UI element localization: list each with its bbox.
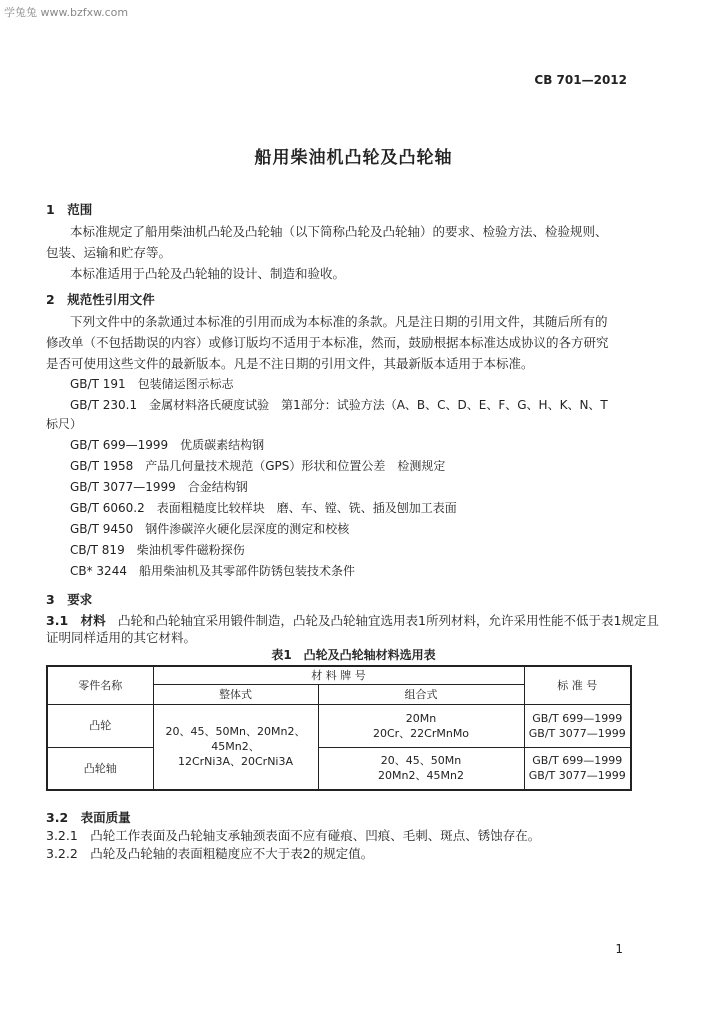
table-cell-integral-materials [153, 704, 318, 790]
section-3-heading: 3 要求 [46, 592, 93, 607]
table-cell-combined [318, 704, 524, 747]
header-standard-number: 标 准 号 [524, 666, 631, 704]
header-integral: 整体式 [153, 684, 318, 704]
section-3-1-paragraph: 证明同样适用的其它材料。 [46, 630, 197, 645]
table-cell-combined [318, 747, 524, 790]
standard-line: GB/T 3077—1999 [528, 726, 626, 740]
combined-line: 20、45、50Mn [380, 754, 462, 768]
reference-item: GB/T 230.1 金属材料洛氏硬度试验 第1部分：试验方法（A、B、C、D、E、F、G、H、K、N、T [70, 398, 608, 412]
section-2-paragraph: 修改单（不包括勘误的内容）或修订版均不适用于本标准，然而，鼓励根据本标准达成协议的各方研究 [46, 335, 609, 350]
section-3-1-heading: 3.1 材料 [46, 613, 106, 628]
header-combined: 组合式 [318, 684, 524, 704]
reference-item: GB/T 191 包装储运图示标志 [70, 377, 234, 391]
section-2-heading: 2 规范性引用文件 [46, 292, 155, 307]
reference-item: GB/T 9450 钢件渗碳淬火硬化层深度的测定和校核 [70, 522, 350, 536]
reference-item: CB/T 819 柴油机零件磁粉探伤 [70, 543, 245, 557]
section-1-paragraph: 本标准适用于凸轮及凸轮轴的设计、制造和验收。 [70, 266, 346, 281]
table-cell-part: 凸轮轴 [47, 747, 153, 790]
standard-line: GB/T 699—1999 [532, 711, 623, 725]
header-material-grade: 材 料 牌 号 [153, 666, 524, 684]
integral-line: 20、45、50Mn、20Mn2、45Mn2、 [165, 725, 306, 754]
standard-line: GB/T 699—1999 [532, 754, 623, 768]
table-cell-standard [524, 704, 631, 747]
standard-number: CB 701—2012 [534, 73, 627, 87]
section-3-2-1-text: 3.2.1 凸轮工作表面及凸轮轴支承轴颈表面不应有碰痕、凹痕、毛刺、斑点、锈蚀存在。 [46, 828, 541, 843]
combined-line: 20Cr、22CrMnMo [372, 726, 470, 740]
table-cell-part: 凸轮 [47, 704, 153, 747]
section-1-heading: 1 范围 [46, 202, 93, 217]
combined-line: 20Mn [405, 711, 437, 725]
section-3-2-2-text: 3.2.2 凸轮及凸轮轴的表面粗糙度应不大于表2的规定值。 [46, 846, 374, 861]
section-3-2-heading: 3.2 表面质量 [46, 810, 131, 825]
section-1-paragraph: 包装、运输和贮存等。 [46, 245, 172, 260]
page-number: 1 [615, 942, 623, 956]
section-1-paragraph: 本标准规定了船用柴油机凸轮及凸轮轴（以下简称凸轮及凸轮轴）的要求、检验方法、检验规则、 [70, 224, 608, 239]
watermark: 学兔兔 www.bzfxw.com [4, 6, 129, 19]
document-title: 船用柴油机凸轮及凸轮轴 [254, 148, 453, 168]
reference-item: CB* 3244 船用柴油机及其零部件防锈包装技术条件 [70, 564, 355, 578]
materials-table [46, 665, 632, 791]
section-2-paragraph: 下列文件中的条款通过本标准的引用而成为本标准的条款。凡是注日期的引用文件，其随后所有的 [70, 314, 608, 329]
reference-item: GB/T 6060.2 表面粗糙度比较样块 磨、车、镗、铣、插及刨加工表面 [70, 501, 457, 515]
reference-item: GB/T 699—1999 优质碳素结构钢 [70, 438, 265, 452]
integral-line: 12CrNi3A、20CrNi3A [177, 755, 294, 769]
header-part-name: 零件名称 [47, 666, 153, 704]
combined-line: 20Mn2、45Mn2 [378, 769, 464, 783]
table-cell-standard [524, 747, 631, 790]
table-1-caption: 表1 凸轮及凸轮轴材料选用表 [271, 648, 436, 662]
section-2-paragraph: 是否可使用这些文件的最新版本。凡是不注日期的引用文件，其最新版本适用于本标准。 [46, 356, 534, 371]
reference-item: GB/T 1958 产品几何量技术规范（GPS）形状和位置公差 检测规定 [70, 459, 446, 473]
standard-line: GB/T 3077—1999 [528, 769, 626, 783]
reference-item: GB/T 3077—1999 合金结构钢 [70, 480, 248, 494]
reference-item: 标尺） [46, 417, 83, 431]
section-3-1-paragraph: 凸轮和凸轮轴宜采用锻件制造，凸轮及凸轮轴宜选用表1所列材料，允许采用性能不低于表1规定且 [118, 613, 659, 628]
